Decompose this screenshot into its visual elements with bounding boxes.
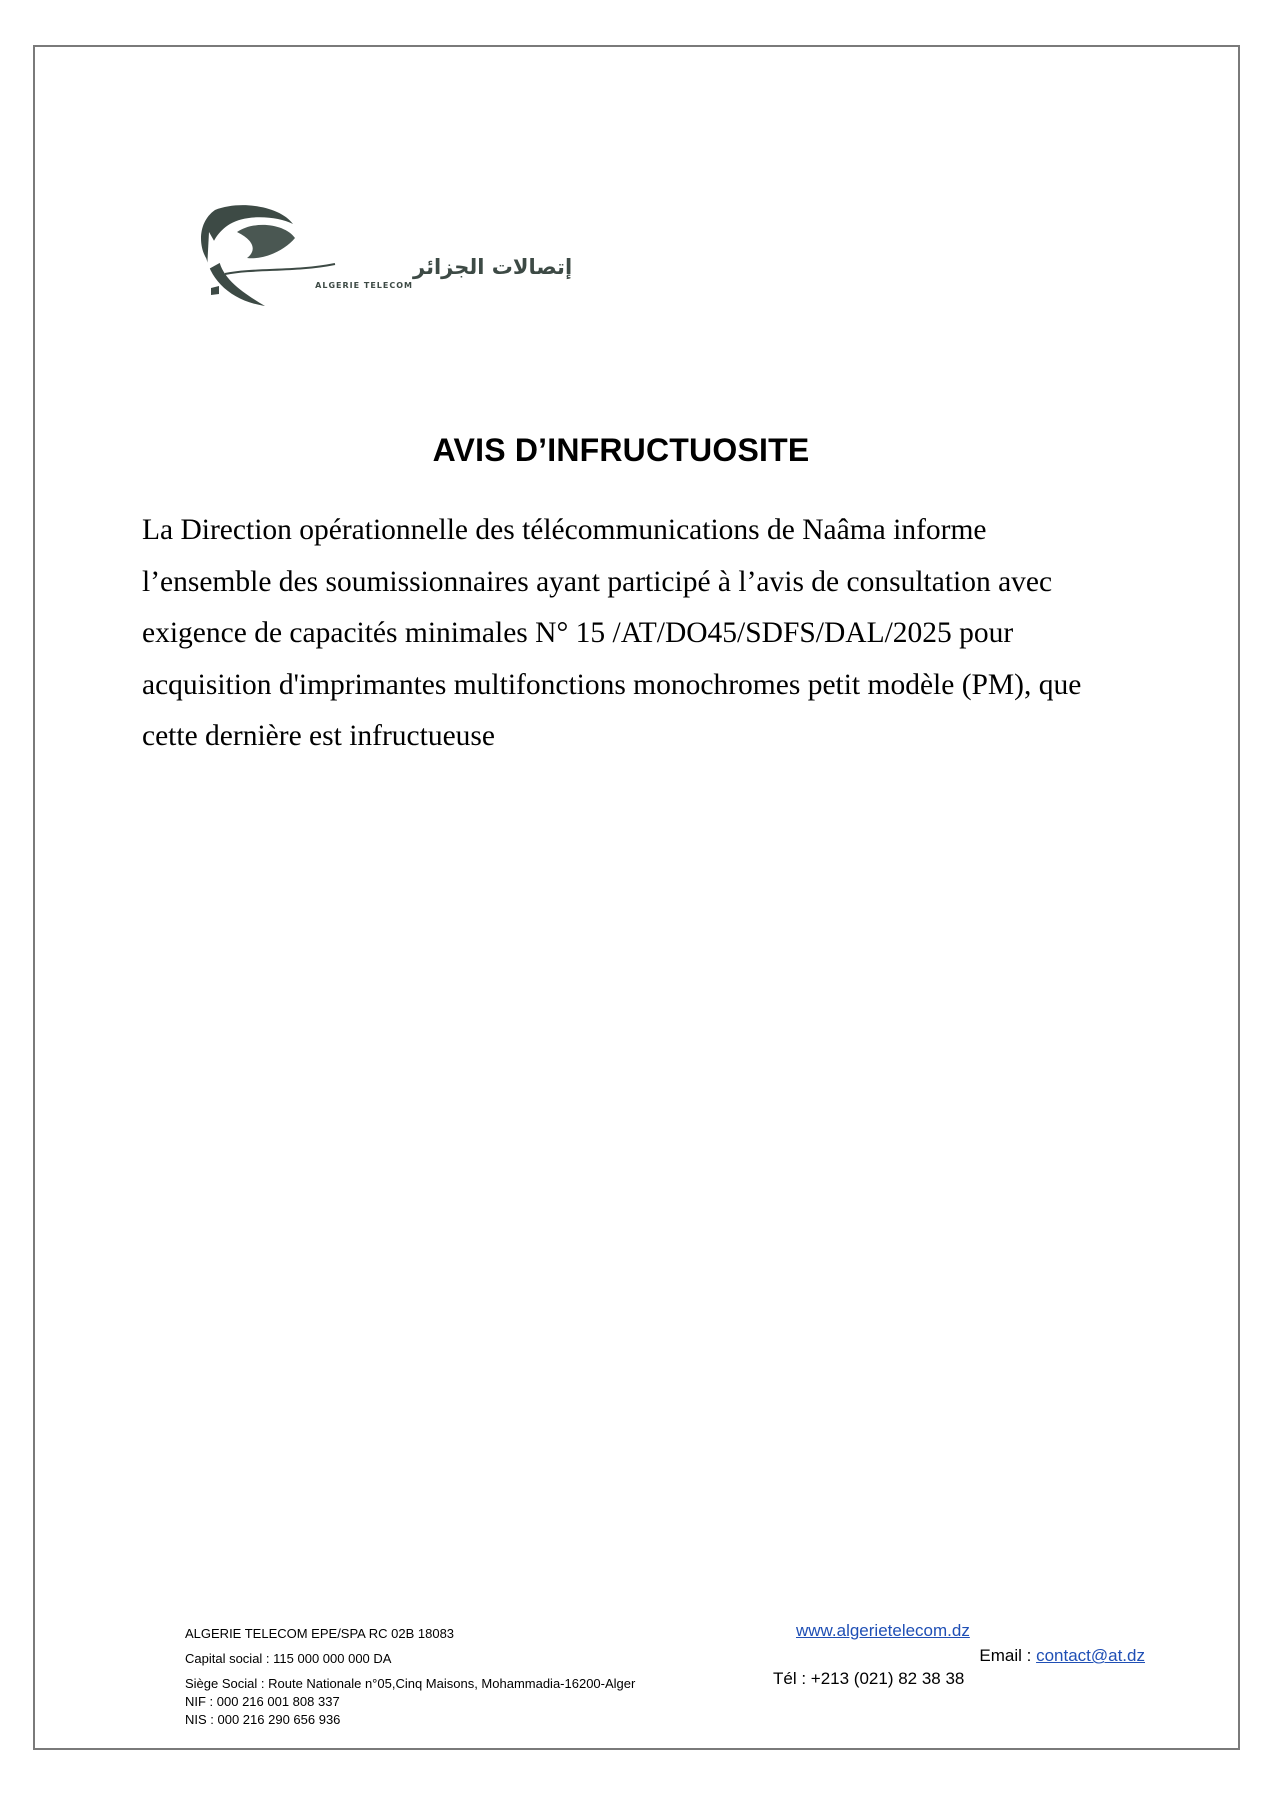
footer-nis: NIS : 000 216 290 656 936	[185, 1712, 341, 1727]
footer-nif: NIF : 000 216 001 808 337	[185, 1694, 340, 1709]
footer-email-label: Email :	[979, 1646, 1037, 1665]
footer-website-link[interactable]: www.algerietelecom.dz	[796, 1621, 970, 1640]
notice-body-line: acquisition d'imprimantes multifonctions monochromes petit modèle (PM), que	[142, 668, 1082, 701]
notice-body-line: cette dernière est infructueuse	[142, 720, 495, 752]
svg-text:ALGERIE TELECOM: ALGERIE TELECOM	[315, 281, 413, 290]
footer-email	[979, 1646, 1145, 1666]
notice-body	[142, 505, 1242, 763]
footer-capital: Capital social : 115 000 000 000 DA	[185, 1651, 392, 1666]
footer-email-link[interactable]: contact@at.dz	[1036, 1646, 1145, 1665]
svg-text:إتصالات الجزائر: إتصالات الجزائر	[413, 255, 573, 279]
notice-body-line: exigence de capacités minimales N° 15 /AT/DO45/SDFS/DAL/2025 pour	[142, 617, 1014, 649]
algerie-telecom-logo	[185, 202, 573, 312]
footer-company: ALGERIE TELECOM EPE/SPA RC 02B 18083	[185, 1626, 455, 1641]
footer-phone: Tél : +213 (021) 82 38 38	[773, 1669, 965, 1688]
notice-body-line: La Direction opérationnelle des télécommunications de Naâma informe	[142, 514, 987, 546]
notice-title: AVIS D’INFRUCTUOSITE	[432, 432, 810, 468]
footer	[185, 1621, 1145, 1754]
footer-siege: Siège Social : Route Nationale n°05,Cinq Maisons, Mohammadia-16200-Alger	[185, 1676, 636, 1691]
notice-body-line: l’ensemble des soumissionnaires ayant participé à l’avis de consultation avec	[142, 565, 1053, 598]
page-frame	[33, 45, 1240, 1750]
